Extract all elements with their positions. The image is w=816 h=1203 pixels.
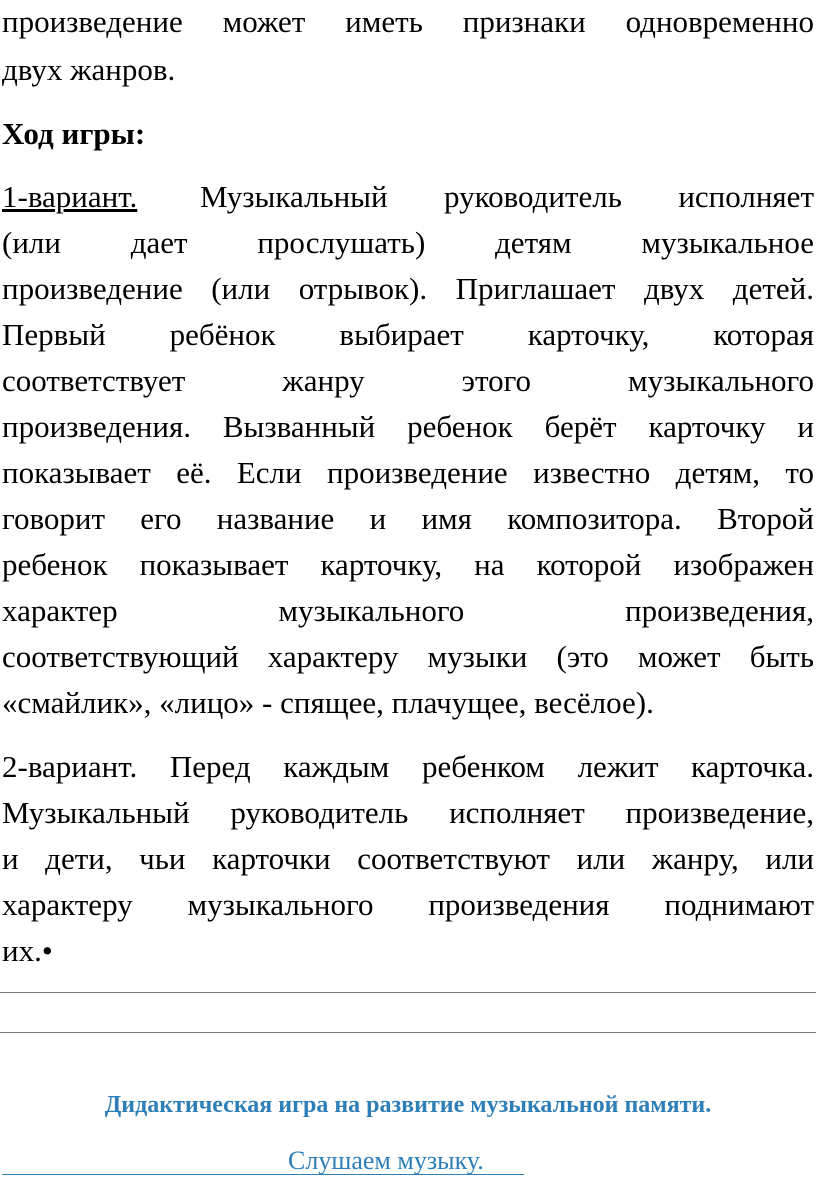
variant1-line: произведение (или отрывок). Приглашает двух детей. bbox=[2, 271, 814, 306]
variant1-first-line-text: Музыкальный руководитель исполняет bbox=[200, 179, 814, 214]
variant1-first-line bbox=[2, 179, 814, 215]
next-section-heading: Дидактическая игра на развитие музыкальной памяти. bbox=[104, 1092, 712, 1118]
variant1-line: произведения. Вызванный ребенок берёт карточку и bbox=[2, 409, 814, 444]
variant1-line: (или дает прослушать) детям музыкальное bbox=[2, 225, 814, 260]
variant2-line: характеру музыкального произведения поднимают bbox=[2, 887, 814, 922]
variant2-line-last: их.• bbox=[2, 933, 53, 968]
variant1-line: характер музыкального произведения, bbox=[2, 593, 814, 628]
variant1-line: показывает её. Если произведение известно детям, то bbox=[2, 455, 814, 490]
variant2-line: 2-вариант. Перед каждым ребенком лежит карточка. bbox=[2, 749, 814, 784]
variant1-line: ребенок показывает карточку, на которой изображен bbox=[2, 547, 814, 582]
horizontal-rule-top bbox=[0, 992, 816, 993]
variant1-label: 1-вариант. bbox=[2, 179, 138, 214]
variant2-line: и дети, чьи карточки соответствуют или жанру, или bbox=[2, 841, 814, 876]
variant1-line-last: «смайлик», «лицо» - спящее, плачущее, весёлое). bbox=[2, 685, 654, 720]
variant1-line: соответствует жанру этого музыкального bbox=[2, 363, 814, 398]
section-title: Ход игры: bbox=[2, 116, 146, 151]
next-section-subtitle[interactable] bbox=[0, 1145, 816, 1181]
variant1-line: Первый ребёнок выбирает карточку, которая bbox=[2, 317, 814, 352]
intro-line-1: произведение может иметь признаки одновременно bbox=[2, 4, 814, 39]
intro-line-2: двух жанров. bbox=[2, 52, 176, 87]
variant1-line: соответствующий характеру музыки (это может быть bbox=[2, 639, 814, 674]
subtitle-text[interactable]: Слушаем музыку. bbox=[288, 1146, 484, 1175]
horizontal-rule-bottom bbox=[0, 1032, 816, 1033]
variant1-line: говорит его название и имя композитора. Второй bbox=[2, 501, 814, 536]
variant2-line: Музыкальный руководитель исполняет произведение, bbox=[2, 795, 814, 830]
